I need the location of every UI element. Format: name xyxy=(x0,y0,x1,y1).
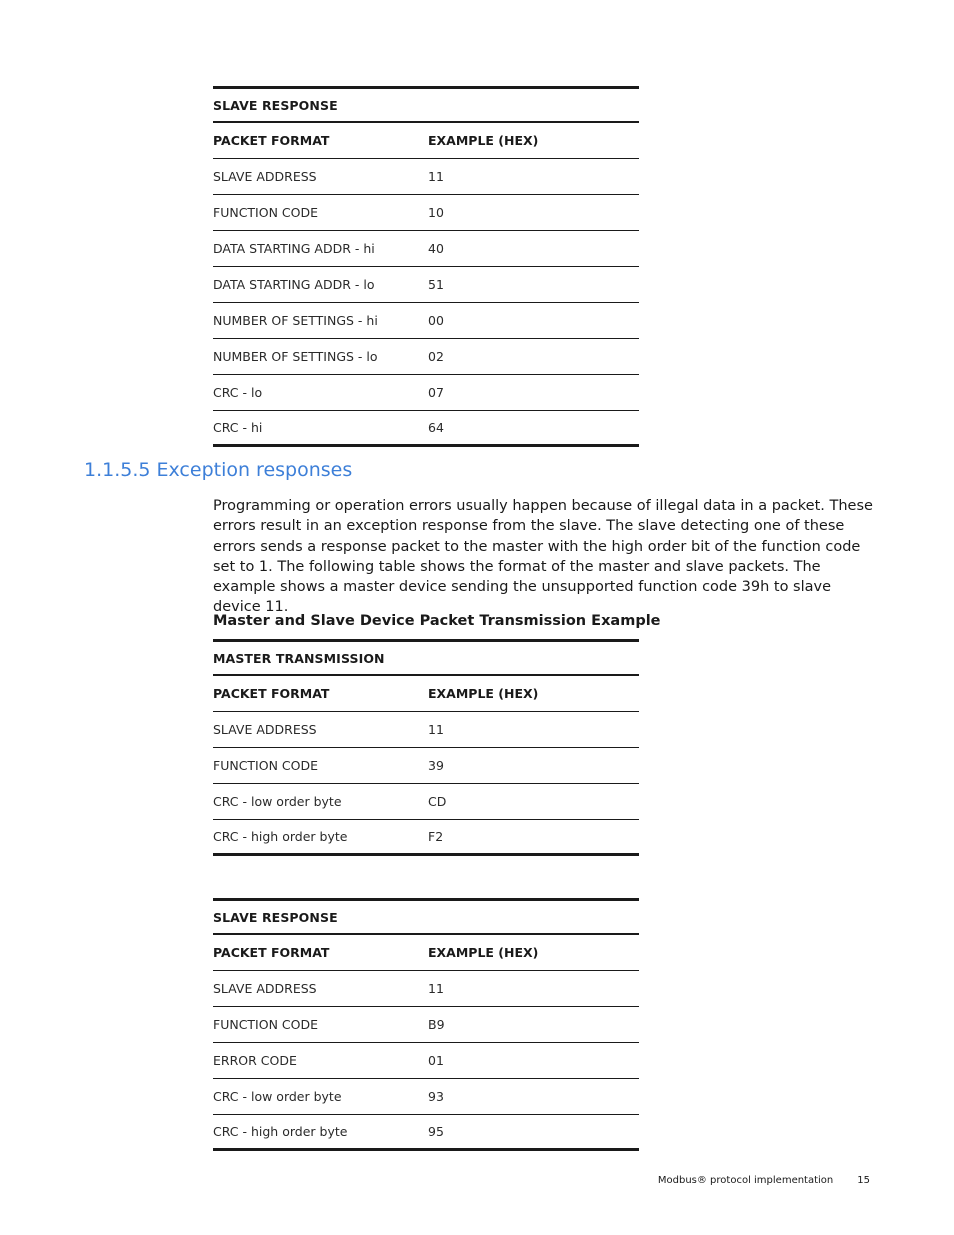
table-header-row xyxy=(213,935,639,971)
cell-field: SLAVE ADDRESS xyxy=(213,981,317,996)
cell-field: CRC - high order byte xyxy=(213,829,348,844)
cell-value: B9 xyxy=(428,1017,445,1032)
cell-value: 11 xyxy=(428,169,444,184)
cell-value: 39 xyxy=(428,758,444,773)
cell-value: 93 xyxy=(428,1089,444,1104)
cell-value: 11 xyxy=(428,981,444,996)
cell-field: CRC - hi xyxy=(213,420,263,435)
slave-response-table-1 xyxy=(213,86,639,447)
master-transmission-table xyxy=(213,639,639,856)
table-title: SLAVE RESPONSE xyxy=(213,86,639,123)
table-row xyxy=(213,411,639,447)
cell-value: 64 xyxy=(428,420,444,435)
table-row xyxy=(213,1115,639,1151)
cell-value: 07 xyxy=(428,385,444,400)
table-row xyxy=(213,820,639,856)
table-row xyxy=(213,1043,639,1079)
page-number: 15 xyxy=(857,1175,870,1186)
cell-value: 40 xyxy=(428,241,444,256)
cell-field: FUNCTION CODE xyxy=(213,205,318,220)
cell-field: NUMBER OF SETTINGS - hi xyxy=(213,313,378,328)
table-row xyxy=(213,339,639,375)
section-heading: 1.1.5.5 Exception responses xyxy=(84,459,353,481)
table-row xyxy=(213,1079,639,1115)
table-row xyxy=(213,971,639,1007)
column-header-example: EXAMPLE (HEX) xyxy=(428,686,539,701)
column-header-packet-format: PACKET FORMAT xyxy=(213,133,330,148)
cell-field: ERROR CODE xyxy=(213,1053,297,1068)
cell-value: 51 xyxy=(428,277,444,292)
cell-value: 02 xyxy=(428,349,444,364)
table-row xyxy=(213,231,639,267)
cell-field: NUMBER OF SETTINGS - lo xyxy=(213,349,378,364)
cell-value: 00 xyxy=(428,313,444,328)
page-footer xyxy=(620,1175,870,1186)
table-row xyxy=(213,748,639,784)
table-row xyxy=(213,159,639,195)
cell-field: CRC - low order byte xyxy=(213,794,342,809)
cell-value: 01 xyxy=(428,1053,444,1068)
cell-field: CRC - lo xyxy=(213,385,263,400)
table-title: SLAVE RESPONSE xyxy=(213,898,639,935)
cell-field: DATA STARTING ADDR - hi xyxy=(213,241,375,256)
table-row xyxy=(213,267,639,303)
column-header-example: EXAMPLE (HEX) xyxy=(428,133,539,148)
table-caption: Master and Slave Device Packet Transmission Example xyxy=(213,613,661,629)
cell-field: SLAVE ADDRESS xyxy=(213,722,317,737)
table-row xyxy=(213,784,639,820)
table-row xyxy=(213,303,639,339)
table-row xyxy=(213,195,639,231)
cell-field: CRC - low order byte xyxy=(213,1089,342,1104)
footer-title: Modbus® protocol implementation xyxy=(657,1175,834,1186)
cell-field: CRC - high order byte xyxy=(213,1124,348,1139)
table-row xyxy=(213,375,639,411)
body-paragraph: Programming or operation errors usually happen because of illegal data in a packet. These errors result in an exception response from the slave. The slave detecting one of these errors sends a response packet to the master with the high order bit of the function code set to 1. The following table shows the format of the master and slave packets. The example shows a master device sending the unsupported function code 39h to slave device 11. xyxy=(213,498,873,616)
table-header-row xyxy=(213,123,639,159)
cell-field: FUNCTION CODE xyxy=(213,1017,318,1032)
cell-field: FUNCTION CODE xyxy=(213,758,318,773)
cell-value: F2 xyxy=(428,829,444,844)
cell-field: DATA STARTING ADDR - lo xyxy=(213,277,375,292)
column-header-example: EXAMPLE (HEX) xyxy=(428,945,539,960)
table-header-row xyxy=(213,676,639,712)
cell-value: 10 xyxy=(428,205,444,220)
cell-value: 11 xyxy=(428,722,444,737)
table-title: MASTER TRANSMISSION xyxy=(213,639,639,676)
column-header-packet-format: PACKET FORMAT xyxy=(213,686,330,701)
cell-value: CD xyxy=(428,794,447,809)
cell-value: 95 xyxy=(428,1124,444,1139)
table-row xyxy=(213,1007,639,1043)
table-row xyxy=(213,712,639,748)
slave-response-table-2 xyxy=(213,898,639,1151)
cell-field: SLAVE ADDRESS xyxy=(213,169,317,184)
column-header-packet-format: PACKET FORMAT xyxy=(213,945,330,960)
